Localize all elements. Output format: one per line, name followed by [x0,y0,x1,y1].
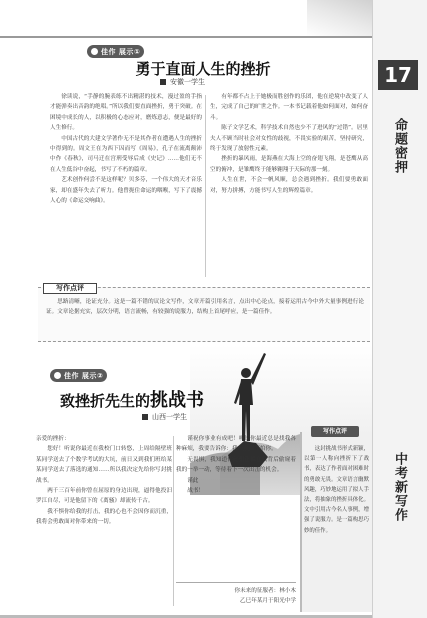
paragraph: 谨此 [187,477,199,484]
article1-tag [87,45,144,58]
article2-author [142,412,187,422]
page-number: 17 [378,60,418,90]
tag-dot-icon [91,48,98,55]
article2-tag-label: 佳作 展示② [64,371,104,380]
sidebar-magazine-label: 中考新写作 [392,452,407,522]
article1-author-name: 安徽一学生 [170,78,205,86]
article2-tag [50,369,107,382]
paragraph: 陈子文学艺术，科学技术自然也少不了进风的“过错”。居里夫人不顾当时社会对女性的歧视，不畏实验的艰苦，坚持研究，终于发现了放射性元素。 [210,125,368,153]
commentary-text: 思路清晰，论证充分。这是一篇不错的议论文写作，文章开篇引用名言，点出中心论点，接着运用古今中外大量事例进行论证。文章论据充实，层次分明，语言流畅，有较强的说服力，结构上首尾呼应，是一篇佳作。 [46,299,364,316]
column-divider [173,436,174,606]
paragraph: 人生在世，不会一帆风顺，总会遇到挫折。我们要勇敢面对，努力拼搏，方能书写人生的辉煌篇章。 [210,177,368,194]
letter-salutation: 亲爱的挫折： [36,436,70,442]
paragraph: 艺术创作何尝不是这样呢？贝多芬，一个伟大的天才音乐家，却在盛年失去了听力。他曾扼住命运的咽喉，写下了震撼人心的《命运交响曲》。 [50,177,202,205]
letter-signature: 你未来的征服者：林小木 乙巳年某月于阳光中学 [176,582,296,606]
paragraph: 有年都不占上于她极而胜创作的乐团，他在逆境中改变了人生，完成了自己的旷世之作。一本书记载着他如何面对，如何奋斗。 [210,94,368,121]
side-commentary-text: 这封挑战书形式新颖，以第一人称向挫折下了战书，表达了作者面对困难时的勇敢无畏。文章语言幽默风趣，巧妙地运用了拟人手法，将抽象的挫折具体化。文中引用古今名人事例，增强了说服力。是一篇构思巧妙的佳作。 [304,446,369,534]
column-divider [205,95,206,277]
article1-author [160,77,205,87]
tag-dot-icon [54,372,61,379]
commentary-label: 写作点评 [43,283,97,294]
paragraph: 我不惧你给我的打击，我的心也不会因你而沉重，我将会勇敢面对你带来的一切。 [36,508,172,526]
paragraph: 两千三百年前你曾在屈原的身边出现，逼得他投汨罗江自尽，可是他留下的《离骚》却流传千古。 [36,488,172,505]
side-commentary-label: 写作点评 [311,426,359,437]
article2-author-name: 山西一学生 [152,413,187,421]
paragraph: 徐读说，“手静的腕表练不出精湛的技术，漫过盈的手指才能弹奏出音韵的绝唱。”所以我们要直面挫折，勇于突破。在困境中成长的人，以积极的心态应对，磨炼意志，便是最好的人生修行。 [50,94,202,132]
article1-column-2 [210,92,368,282]
article2-column-2 [176,434,296,580]
article2-title-emphasis: 挑战书 [150,390,205,411]
paragraph: 挫折的暴风雨，是海燕在大海上空的奋翅飞翔，是苍鹰从高空的俯冲，是雏鹰终于能够翱翔于天际的那一刻。 [210,156,368,173]
article1-title: 勇于直面人生的挫折 [135,60,271,78]
paragraph: 您好！听说你最近在我校门口转悠，上周给隔壁班某同学送去了个数学考试的大坑，前日又到我们班给某某同学送去了落选的通知……所以我决定先给你写封挑战书。 [36,446,172,484]
article1-tag-label: 佳作 展示① [101,47,141,56]
paragraph: 无畏惧，我知道你此刻正躲在我背后偷窥着我的一举一动，等待着下一次出击的机会。 [176,456,296,474]
author-square-icon [160,79,166,85]
article2-title-prefix: 致挫折先生的 [60,392,151,410]
top-divider [0,36,372,38]
article2-title [60,386,220,412]
article1-column-1 [50,92,202,282]
author-square-icon [142,414,148,420]
paragraph: 中国古代的大建文学著作无不是其作者在遭遇人生的挫折中得到的。周文王在为西下囚而写《周易》，孔子在流离颠沛中作《春秋》，司马迁在宫刑受辱后成《史记》……他们无不在人生低谷中奋起，书写了不朽的篇章。 [50,135,202,173]
sidebar [372,0,427,618]
paragraph: 谨祝你事业有成吧！听说你最近总是找我各种麻烦，我要告诉你：我一点都不怕你。 [176,436,296,453]
paragraph: 战书！ [187,488,204,495]
sidebar-section-label: 命题密押 [392,118,407,174]
article2-column-1 [36,434,172,614]
